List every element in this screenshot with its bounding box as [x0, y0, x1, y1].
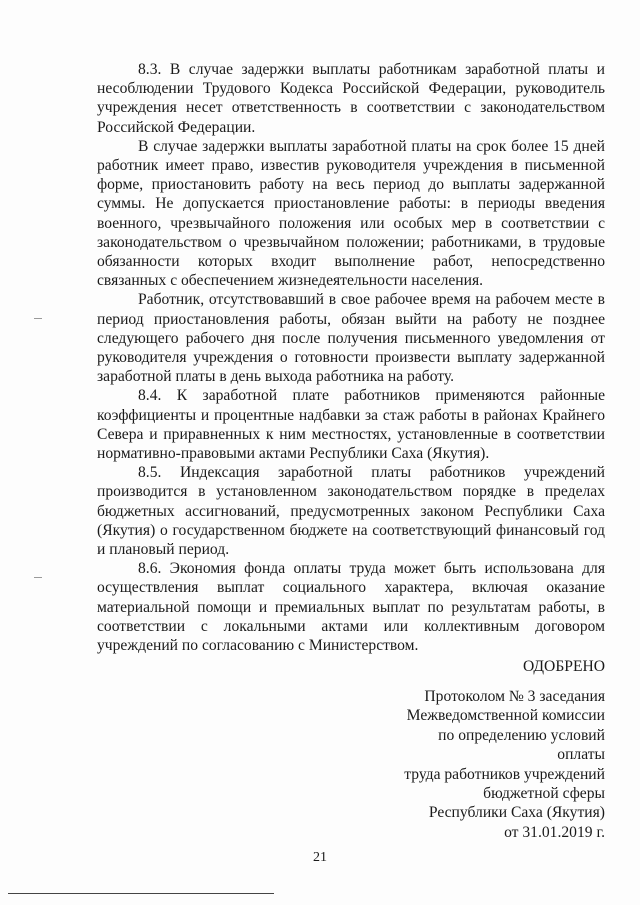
- scan-margin-mark: [34, 577, 42, 578]
- approval-line: труда работников учреждений: [404, 765, 605, 783]
- paragraph-return-to-work: Работник, отсутствовавший в свое рабочее время на рабочем месте в период приостановления работы, обязан выйти на работу не позднее следующего рабочего дня после получения письменного уведомления от руководителя учреждения о готовности произвести выплату задержанной заработной платы в день выхода работника на работу.: [97, 291, 605, 386]
- approval-heading: ОДОБРЕНО: [522, 658, 605, 675]
- approval-line: Межведомственной комиссии: [406, 707, 605, 725]
- approval-line: бюджетной сферы: [483, 785, 605, 803]
- footer-rule: [8, 893, 274, 894]
- scan-margin-mark: [34, 318, 42, 319]
- approval-line: по определению условий: [438, 726, 605, 744]
- approval-line: Протоколом № 3 заседания: [424, 688, 605, 705]
- paragraph-8-5: 8.5. Индексация заработной платы работников учреждений производится в установленном законодательством порядке в пределах бюджетных ассигнований, предусмотренных законом Республики Саха (Якутия) о государственном бюджете на соответствующий финансовый год и плановый период.: [97, 464, 605, 559]
- approval-line: Республики Саха (Якутия): [428, 804, 605, 822]
- document-body: [97, 60, 605, 655]
- page-number: 21: [313, 850, 327, 865]
- paragraph-work-suspension: В случае задержки выплаты заработной платы на срок более 15 дней работник имеет право, известив руководителя учреждения в письменной форме, приостановить работу на весь период до выплаты задержанной суммы. Не допускается приостановление работы: в периоды введения военного, чрезвычайного положения или особых мер в соответствии с законодательством о чрезвычайном положении; работниками, в трудовые обязанности которых входит выполнение работ, непосредственно связанных с обеспечением жизнедеятельности населения.: [97, 137, 605, 290]
- paragraph-8-3: 8.3. В случае задержки выплаты работникам заработной платы и несоблюдении Трудового Кодекса Российской Федерации, руководитель учреждения несет ответственность в соответствии с законодательством Российской Федерации.: [97, 61, 605, 136]
- approval-date: от 31.01.2019 г.: [504, 823, 605, 841]
- paragraph-8-6: 8.6. Экономия фонда оплаты труда может быть использована для осуществления выплат социального характера, включая оказание материальной помощи и премиальных выплат по результатам работы, в соответствии с локальными актами или коллективным договором учреждений по согласованию с Министерством.: [97, 560, 605, 655]
- approval-block: [365, 657, 605, 842]
- paragraph-8-4: 8.4. К заработной плате работников применяются районные коэффициенты и процентные надбавки за стаж работы в районах Крайнего Севера и приравненных к ним местностях, установленные в соответствии нормативно-правовыми актами Республики Саха (Якутия).: [97, 387, 605, 463]
- approval-line: оплаты: [557, 746, 605, 764]
